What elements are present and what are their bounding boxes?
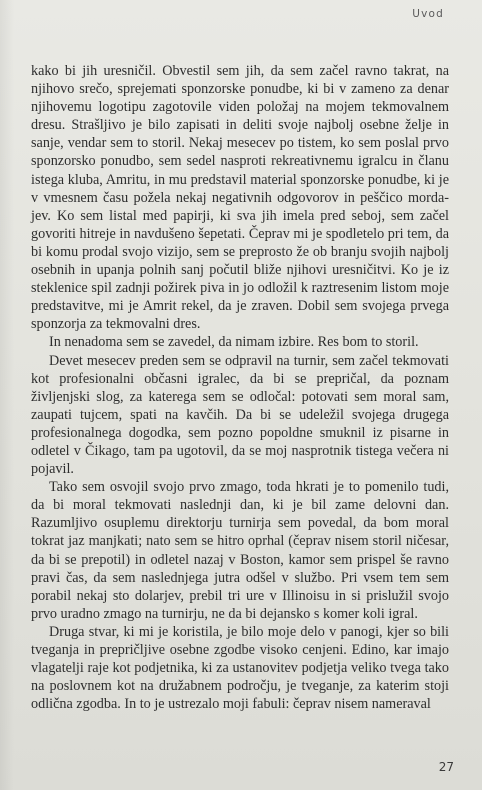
- page-number: 27: [438, 760, 454, 774]
- paragraph: Druga stvar, ki mi je koristila, je bilo moje delo v panogi, kjer so bili tveganja in prepričljive osebne zgodbe visoko cenjeni. Edino, kar imajo vlagatelji raje kot podjetnika, ki za ustanovitev podjetja veliko tvega tako na poslovnem kot na družabnem področju, je tveganje, za katerim stoji odlična zgodba. In to je ustrezalo moji fabuli: čeprav nisem nameraval: [31, 623, 449, 713]
- paragraph: In nenadoma sem se zavedel, da nimam izbire. Res bom to storil.: [49, 334, 419, 351]
- paragraph: kako bi jih uresničil. Obvestil sem jih, da sem začel ravno takrat, na njihovo srečo, sprejemati sponzorske ponudbe, ki bi v zameno za denar njihovemu logotipu zagotovile viden položaj na mojem tekmovalnem dresu. Strašljivo je bilo zapisati in deliti svoje najbolj osebne želje in sanje, vendar sem to storil. Nekaj mesecev po tistem, ko sem poslal prvo sponzorsko ponudbo, sem sedel nasproti rekreativnemu igralcu in članu istega kluba, Amritu, in mu predstavil material sponzorske ponudbe, ki je v vmesnem času požela nekaj negativnih odgovorov in peščico morda-jev. Ko sem listal med papirji, ki sva jih imela pred seboj, sem začel govoriti hitreje in navdušeno šepetati. Čeprav mi je spodletelo pri tem, da bi komu prodal svojo vizijo, sem se preprosto že ob branju svojih najbolj osebnih in upanja polnih sanj počutil bliže njihovi uresničitvi. Ko je iz steklenice spil zadnji požirek piva in jo odložil k raztresenim listom moje predstavitve, mi je Amrit rekel, da je zraven. Dobil sem svojega prvega sponzorja za tekmovalni dres.: [31, 63, 449, 333]
- running-header-title: Uvod: [412, 8, 444, 20]
- paragraph: Devet mesecev preden sem se odpravil na turnir, sem začel tekmovati kot profesionalni občasni igralec, da bi se prepričal, da poznam življenjski slog, za katerega sem se odločal: potovati sem moral sam, zaupati tujcem, spati na kavčih. Da bi se udeležil svojega drugega profesionalnega dogodka, sem pozno popoldne smuknil iz pisarne in odletel v Čikago, tam pa ugotovil, da se moj nasprotnik tistega večera ni pojavil.: [31, 352, 449, 478]
- body-text: [31, 62, 449, 713]
- paragraph: Tako sem osvojil svojo prvo zmago, toda hkrati je to pomenilo tudi, da bi moral tekmovati naslednji dan, ki je bil zame delovni dan. Razumljivo osuplemu direktorju turnirja sem povedal, da bom moral tokrat jaz manjkati; nato sem se hitro oprhal (čeprav nisem storil ničesar, da bi se prepotil) in odletel nazaj v Boston, kamor sem prispel še ravno pravi čas, da sem naslednjega jutra odšel v službo. Pri vsem tem sem porabil nekaj sto dolarjev, prebil tri ure v Illinoisu in si prislužil svojo prvo uradno zmago na turnirju, ne da bi dejansko s komer koli igral.: [31, 479, 449, 622]
- page-gutter-shadow: [0, 0, 14, 790]
